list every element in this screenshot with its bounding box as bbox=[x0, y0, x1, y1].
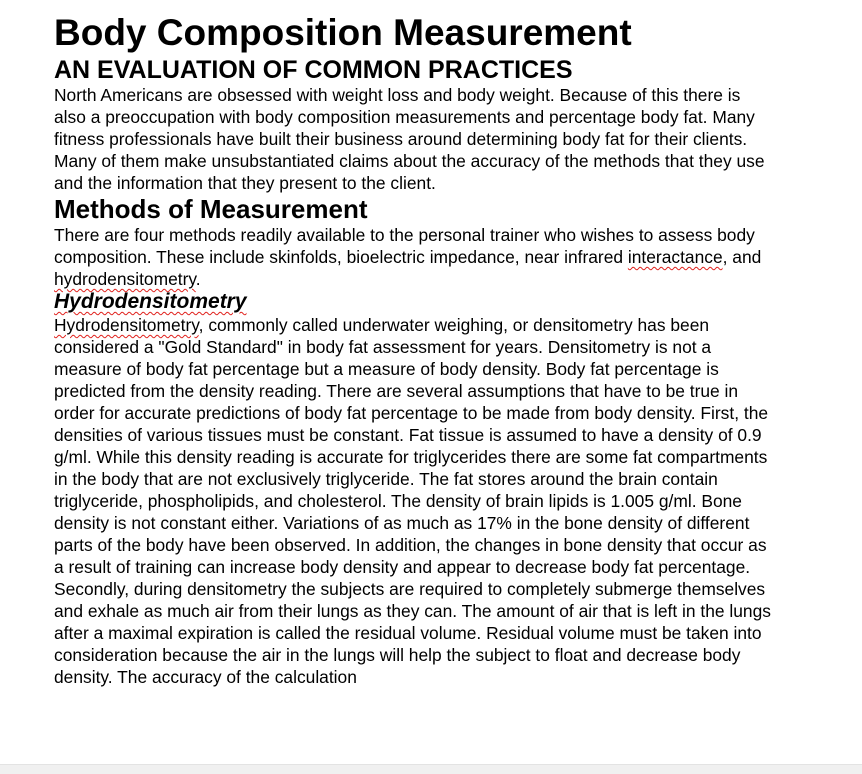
spellcheck-hydro-heading[interactable]: Hydrodensitometry bbox=[54, 290, 247, 313]
spellcheck-hydrodensitometry[interactable]: hydrodensitometry bbox=[54, 269, 196, 289]
hydro-paragraph-2: Secondly, during densitometry the subjects are required to completely submerge themselves and exhale as much air from their lungs as they can. The amount of air that is left in the lungs after a maximal expiration is called the residual volume. Residual volume must be taken into consideration because the air in the lungs will help the subject to float and decrease body density. The accuracy of the calculation bbox=[54, 579, 771, 687]
hydro-paragraph-1-text: , commonly called underwater weighing, or densitometry has been considered a "Gold Standard" in body fat assessment for years. Densitometry is not a measure of body fat percentage but a measure of body density. Body fat percentage is predicted from the density reading. There are several assumptions that have to be true in order for accurate predictions of body fat percentage to be made from body density. First, the densities of various tissues must be constant. Fat tissue is assumed to have a density of 0.9 g/ml. While this density reading is accurate for triglycerides there are some fat compartments in the body that are not exclusively triglyceride. The fat stores around the brain contain triglyceride, phospholipids, and cholesterol. The density of brain lipids is 1.005 g/ml. Bone density is not constant either. Variations of as much as 17% in the bone density of different parts of the body have been observed. In addition, the changes in bone density that occur as a result of training can increase body density and appear to decrease body fat percentage. bbox=[54, 315, 769, 577]
intro-paragraph: North Americans are obsessed with weight loss and body weight. Because of this there is also a preoccupation with body composition measurements and percentage body fat. Many fitness professionals have built their business around determining body fat for their clients. Many of them make unsubstantiated claims about the accuracy of the methods that they use and the information that they present to the client. bbox=[54, 85, 765, 193]
methods-text-end: . bbox=[195, 269, 201, 289]
hydro-heading bbox=[54, 290, 774, 314]
methods-text-start: There are four methods readily available to the personal trainer who wishes to assess body composition. These include skinfolds, bioelectric impedance, near infrared bbox=[54, 225, 755, 267]
document-title: Body Composition Measurement bbox=[54, 12, 632, 53]
methods-paragraph bbox=[54, 224, 774, 290]
document-subtitle: AN EVALUATION OF COMMON PRACTICES bbox=[54, 56, 573, 84]
spellcheck-interactance[interactable]: interactance bbox=[627, 247, 723, 267]
hydro-paragraph-1 bbox=[54, 314, 774, 578]
document-page bbox=[54, 10, 774, 688]
methods-heading: Methods of Measurement bbox=[54, 194, 368, 224]
spellcheck-hydro-lead[interactable]: Hydrodensitometry bbox=[54, 315, 199, 335]
methods-text-middle: , and bbox=[722, 247, 762, 267]
